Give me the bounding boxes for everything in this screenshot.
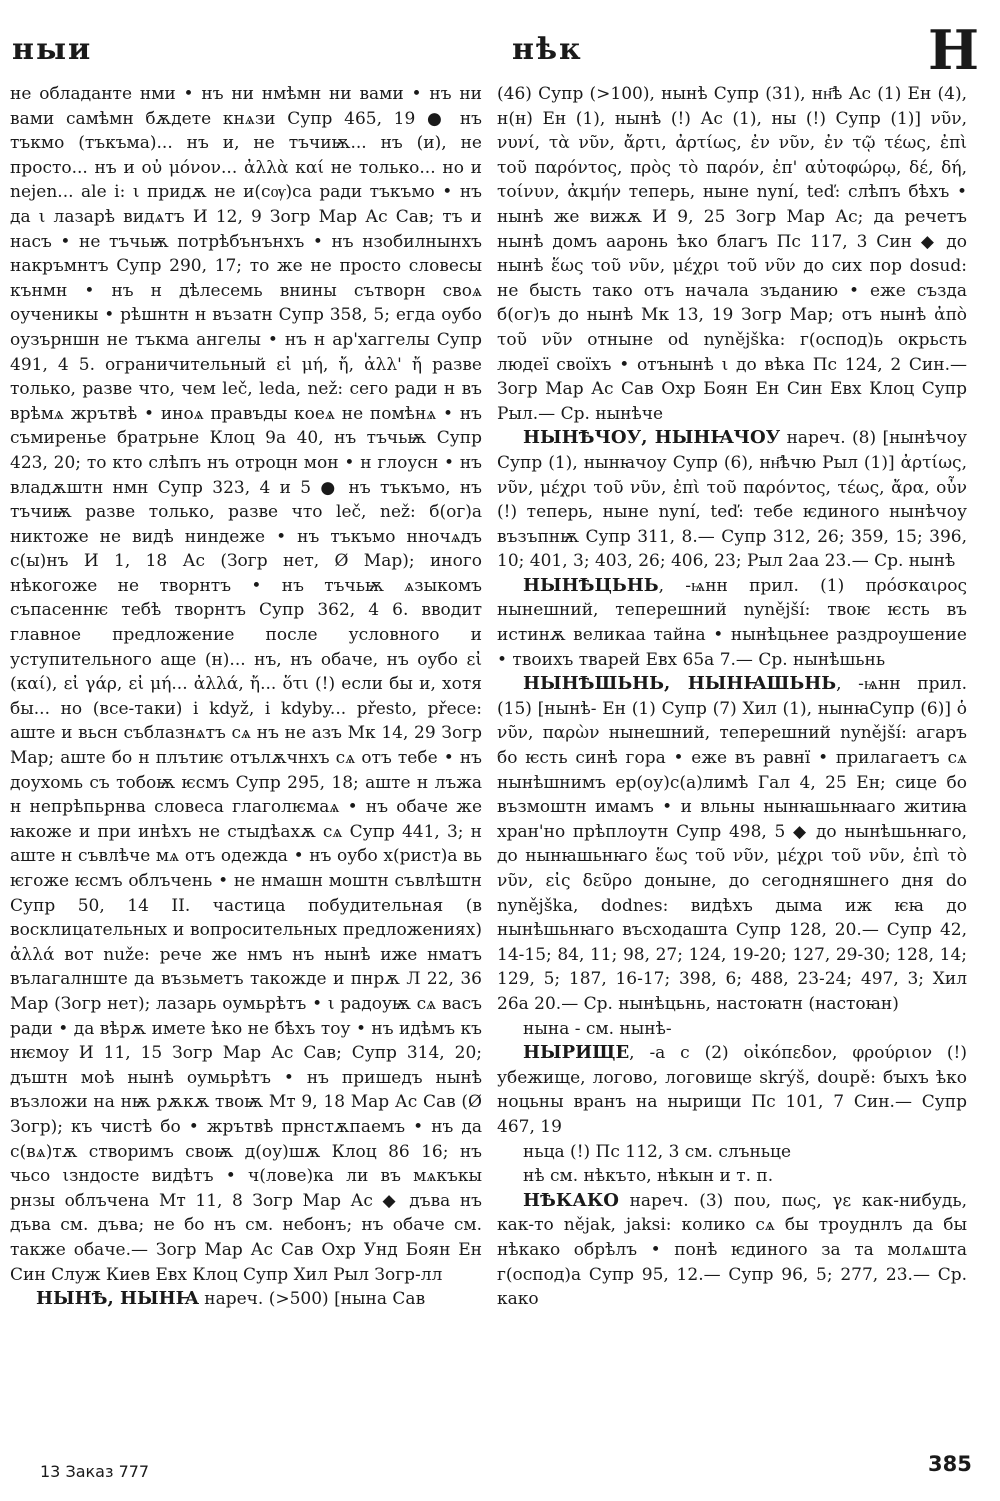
dictionary-entry	[497, 1189, 967, 1312]
entry-text: , -ѩнн прил. (15) [нынѣ- Ен (1) Супр (7) Хил (1), нынꙗСупр (6)] ὁ νῦν, παρὼν нынешний, теперешний nynější: агаръ бо ѥсть синѣ гора • еже въ равнї • прилагаетъ сѧ нынѣшнимъ ер(оу)с(а)лимѣ Гал 4, 25 Ен; сице бо възмоштн имамъ • и вльны нынꙗшьнꙗаго житиꙗ хран'но прѣплоутн Супр 498, 5 ◆ до нынѣшьнꙗго, до нынꙗшьнꙗго ἕως τοῦ νῦν, μέχρι τοῦ νῦν, ἐπὶ τὸ νῦν, εἰς δεῦρο доныне, до сегодняшнего дня do nynějška, dodnes: видѣхъ дыма иж ѥꙗ до нынѣшьнꙗго въсходашта Супр 128, 20.— Супр 42, 14-15; 84, 11; 98, 27; 124, 19-20; 127, 29-30; 128, 14; 129, 5; 187, 16-17; 398, 6; 488, 23-24; 497, 3; Хил 26а 20.— Ср. нынѣцьнь, настоꙗтн (настоꙗн)	[497, 674, 967, 1014]
page-number: 385	[928, 1452, 972, 1476]
entry-text: нареч. (8) [нынѣчоу Супр (1), нынꙗчоу Супр (6), нн҃ѣчю Рыл (1)] ἀρτίως, νῦν, μέχρι τοῦ νῦν, ἐπὶ τοῦ παρόντος, τέως, ἄρα, οὖν (!) теперь, ныне nyní, teď: тебе ѥдиного нынѣчоу възъпнѭ Супр 311, 8.— Супр 312, 26; 359, 15; 396, 10; 401, 3; 403, 26; 406, 23; Рыл 2аа 23.— Ср. нынѣ	[497, 428, 967, 572]
running-header	[0, 18, 1000, 82]
dictionary-entry	[497, 426, 967, 574]
entry-text: , -ѩнн прил. (1) πρόσκαιρος нынешний, теперешний nynější: твоѥ ѥсть въ истинѫ великаа тайна • нынѣцьнее раздроушение • твоихъ тварей Евх 65а 7.— Ср. нынѣшьнь	[497, 575, 967, 670]
entry-text: нареч. (3) που, πως, γε как-нибудь, как-то nějak, jaksi: колико сѧ бы троуднлъ да бы нѣкако обрѣлъ • понѣ ѥдиного за та молѧшта г(оспод)а Супр 95, 12.— Супр 96, 5; 277, 23.— Ср. како	[497, 1190, 967, 1310]
entry-headword: НЫНѢ, НЫНꙖ	[36, 1288, 199, 1310]
right-column	[497, 82, 967, 1312]
entry-headword: НЫНѢШЬНЬ, НЫНꙖШЬНЬ	[523, 673, 837, 695]
header-center-word: нѣк	[512, 32, 583, 67]
dictionary-entry	[497, 672, 967, 1016]
header-left-word: ныи	[12, 32, 93, 67]
printer-signature: 13 Заказ 777	[40, 1462, 150, 1481]
entry-text: нареч. (>500) [нына Сав	[198, 1289, 426, 1310]
cross-reference-note: нына - см. нынѣ-	[523, 1018, 672, 1039]
dictionary-entry	[497, 1041, 967, 1139]
cross-reference-note: ньца (!) Пс 112, 3 см. слъньце	[523, 1141, 792, 1162]
entry-text: , -а с (2) οἰκόπεδον, φρούριον (!) убежище, логово, логовище skrýš, doupě: бꙑхъ ѣко ноцьны вранъ на нырищи Пс 101, 7 Син.— Супр 467, 19	[497, 1043, 967, 1137]
entry-headword: НЫРИЩЕ	[523, 1042, 630, 1064]
left-column	[10, 82, 482, 1312]
section-letter: Н	[928, 18, 980, 82]
dictionary-entry	[497, 574, 967, 672]
dictionary-entry	[10, 1287, 482, 1312]
entry-headword: НЫНѢЦЬНЬ	[523, 574, 659, 596]
entry-headword: НѢКАКО	[523, 1189, 619, 1211]
dictionary-entry	[10, 82, 482, 1287]
entry-text: не обладанте нми • нъ ни нмѣмн ни вами • нъ ни вами самѣмн бѫдете кнѧзи Супр 465, 19 ● нъ тъкмо (тъкъма)... нъ и, не тъчиѭ... нъ (и), не просто... нъ и οὐ μόνον... ἀλλὰ καί не только... но и nejen... ale i: ι придѫ не и(сѹ)са ради тъкъмо • нъ да ι лазарѣ видѧтъ И 12, 9 Зогр Мар Ас Сав; тъ и насъ • не тъчьѭ потрѣбънънхъ • нъ нзобилнынхъ накръмнтъ Супр 290, 17; то же не просто словесы кънмн • нъ н дѣлесемь внины сътворн своѧ оученикы • рѣшнтн н възатн Супр 358, 5; егда оубо оузърншн не тъкма ангелы • нъ н ар'хаггелы Супр 491, 4 5. ограничительный εἰ μή, ἤ, ἀλλ' ἤ разве только, разве что, чем leč, leda, než: сего ради н въ врѣмѧ жрътвѣ • иноѧ правъды коеѧ не помѣнѧ • нъ съмиренье братрьне Клоц 9а 40, нъ тъчьѭ Супр 423, 20; то кто слѣпъ нъ отроцн мон • н глоусн • нъ владѫштн нмн Супр 323, 4 и 5 ● нъ тъкъмо, нъ тъчиѭ разве только, разве что leč, než: б(ог)а никтоже не видѣ ниндеже • нъ тъкъмо нночѧдъ с(ы)нъ И 1, 18 Ас (Зогр нет, Ø Мар); иного нѣкогоже не творнтъ • нъ тъчьѭ ѧзыкомъ съпасеннѥ тебѣ творнтъ Супр 362, 4 6. вводит главное предложение после условного и уступительного аще (н)... нъ, нъ обаче, нъ оубо εἰ (καί), εἰ γάρ, εἰ μή... ἀλλά, ἤ... ὅτι (!) если бы и, хотя бы... но (все-таки) i když, i kdyby... přesto, přece: аште и вьсн съблазнѧтъ сѧ нъ не азъ Мк 14, 29 Зогр Мар; аште бо н плътиѥ отълѫчнхъ сѧ отъ тебе • нъ доухомь съ тобоѭ ѥсмъ Супр 295, 18; аште н лъжа н непрѣпьрнва словеса глаголѥмаѧ • нъ обаче же ꙗкоже и при инѣхъ не стыдѣахѫ сѧ Супр 441, 3; н аште н съвлѣче мѧ отъ одежда • нъ оубо х(рист)а вь ѥгоже ѥсмъ облъчень • не нмашн моштн съвлѣштн Супр 50, 14 II. частица побудительная (в восклицательных и вопросительных предложениях) ἀλλά вот nuže: рече же нмъ нъ нынѣ иже нматъ вълагалнште да възьметъ такожде и пнрѫ Л 22, 36 Мар (Зогр нет); лазарь оумьрѣтъ • ι радоуѭ сѧ васъ ради • да вѣрѫ имете ѣко не бѣхъ тоу • нъ идѣмъ къ нѥмоу И 11, 15 Зогр Мар Ас Сав; Супр 314, 20; дъштн моѣ нынѣ оумьрѣтъ • нъ пришедъ нынѣ възложи на нѭ рѫкѫ твоѭ Мт 9, 18 Мар Ас Сав (Ø Зогр); къ чистѣ бо • жрътвѣ прнстѫпаемъ • нъ да с(вѧ)тѫ створимъ своѭ д(оу)шѫ Клоц 86 16; нъ чьсо ιзндосте видѣтъ • ч(лове)ка ли въ мѧкъкы рнзы облъчена Мт 11, 8 Зогр Мар Ас ◆ дъва нъ дъва см. дъва; не бо нъ см. небонъ; нъ обаче см. также обаче.— Зогр Мар Ас Сав Охр Унд Боян Ен Син Служ Киев Евх Клоц Супр Хил Рыл Зогр-лл	[10, 84, 482, 1285]
cross-reference-note: нѣ см. нѣкъто, нѣкын и т. п.	[523, 1166, 774, 1187]
entry-text: (46) Супр (>100), нынѣ Супр (31), нн҃ѣ Ас (1) Ен (4), н(н) Ен (1), нынѣ (!) Ас (1), ны (!) Супр (1)] νῦν, νυνί, τὰ νῦν, ἄρτι, ἀρτίως, ἐν νῦν, ἐν τῷ τέως, ἐπὶ τοῦ παρόντος, πρὸς τὸ παρόν, ἐπ' αὐτοφώρῳ, δέ, δή, τοίνυν, ἀκμήν теперь, ныне nyní, teď: слѣпъ бѣхъ • нынѣ же вижѫ И 9, 25 Зогр Мар Ас; да речетъ нынѣ домъ ааронь ѣко благъ Пс 117, 3 Син ◆ до нынѣ ἕως τοῦ νῦν, μέχρι τοῦ νῦν до сих пор dosud: не бысть тако отъ начала зъданию • еже създа б(ог)ъ до нынѣ Мк 13, 19 Зогр Мар; отъ нынѣ ἀπὸ τοῦ νῦν отныне od nynějška: г(оспод)ь окрьсть людеї своїхъ • отънынѣ ι до вѣка Пс 124, 2 Син.— Зогр Мар Ас Сав Охр Боян Ен Син Евх Клоц Супр Рыл.— Ср. нынѣче	[497, 84, 967, 424]
entry-headword: НЫНѢЧОУ, НЫНꙖЧОУ	[523, 427, 781, 449]
dictionary-entry	[497, 82, 967, 426]
